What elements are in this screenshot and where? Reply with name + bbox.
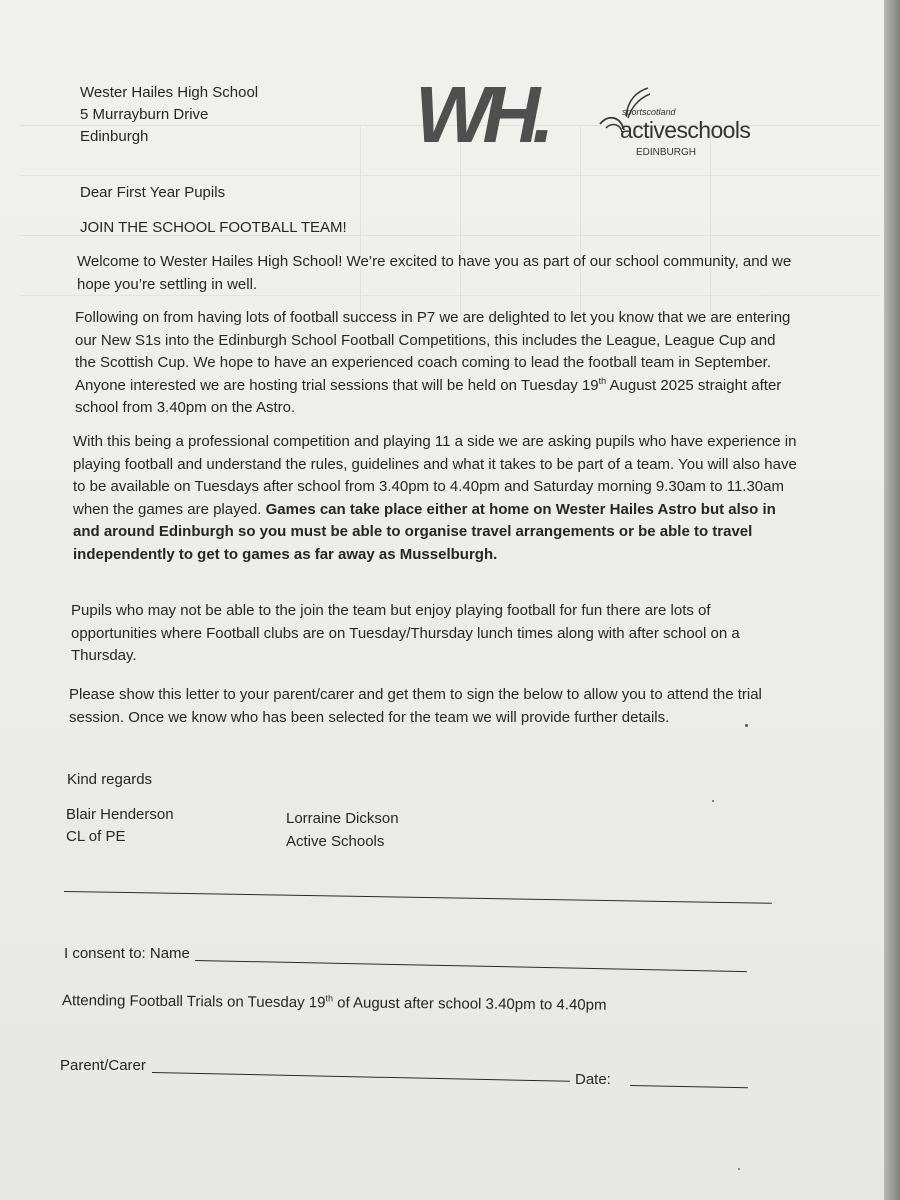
svg-text:EDINBURGH: EDINBURGH [636,147,697,158]
paragraph-requirements: With this being a professional competition and playing 11 a side we are asking pupils who have experience in playing football and understand the rules, guidelines and what it takes to be part of a team. You will also have to be available on Tuesdays after school from 3.40pm to 4.40pm and Saturday morning 9.30am to 11.30am when the games are played. Games can take place either at home on Wester Hailes Astro but also in and around Edinburgh so you must be able to organise travel arrangements or be able to travel independently to get to games as far away as Musselburgh. [73,433,797,563]
school-name: Wester Hailes High School [80,84,259,101]
paper-speck [738,1168,740,1170]
trial-attendance-text: Attending Football Trials on Tuesday 19th of August after school 3.40pm to 4.40pm [61,992,607,1014]
svg-text:sportscotland: sportscotland [622,107,676,117]
paper-speck [712,800,714,802]
paper-speck [745,724,748,727]
signatory-role: CL of PE [66,828,126,845]
date-label: Date: [575,1071,611,1088]
page-edge-shadow [884,0,900,1200]
wh-logo-icon [415,78,560,150]
signatory-role: Active Schools [286,833,385,850]
paragraph-consent-request: Please show this letter to your parent/carer and get them to sign the below to allow you to attend the trial session. Once we know who has been selected for the team we will provide further details. [69,686,762,726]
travel-notice: Games can take place either at home on Wester Hailes Astro but also in and around Edinburgh so you must be able to organise travel arrangements or be able to travel independently to get to games as far away as Musselburgh. [73,500,776,563]
consent-name-label: I consent to: Name [64,945,190,962]
salutation: Dear First Year Pupils [80,184,226,201]
signatory-name: Blair Henderson [66,806,174,823]
address-street: 5 Murrayburn Drive [80,106,209,123]
svg-text:WH.: WH. [415,78,547,150]
paragraph-competitions: Following on from having lots of football success in P7 we are delighted to let you know that we are entering our New S1s into the Edinburgh School Football Competitions, this includes the League, League Cup and the Scottish Cup. We hope to have an experienced coach coming to lead the football team in September. Anyone interested we are hosting trial sessions that will be held on Tuesday 19th August 2025 straight after school from 3.40pm on the Astro. [75,309,791,416]
paragraph-clubs: Pupils who may not be able to the join the team but enjoy playing football for fun there are lots of opportunities where Football clubs are on Tuesday/Thursday lunch times along with after school on a Thursday. [71,602,740,664]
wester-hailes-logo [415,78,560,150]
letter-heading: JOIN THE SCHOOL FOOTBALL TEAM! [80,219,347,236]
closing: Kind regards [67,771,153,788]
active-schools-logo [598,86,758,162]
date-field[interactable] [630,1085,748,1088]
address-city: Edinburgh [80,128,149,145]
tear-off-line [64,891,772,904]
svg-text:activeschools: activeschools [620,117,751,143]
parent-carer-label: Parent/Carer [60,1057,146,1074]
paragraph-welcome: Welcome to Wester Hailes High School! We’re excited to have you as part of our school community, and we hope you’re settling in well. [77,253,792,293]
consent-name-field[interactable] [195,960,747,972]
active-schools-logo-icon [598,86,758,162]
signatory-name: Lorraine Dickson [286,810,399,827]
parent-carer-signature-field[interactable] [152,1072,570,1082]
